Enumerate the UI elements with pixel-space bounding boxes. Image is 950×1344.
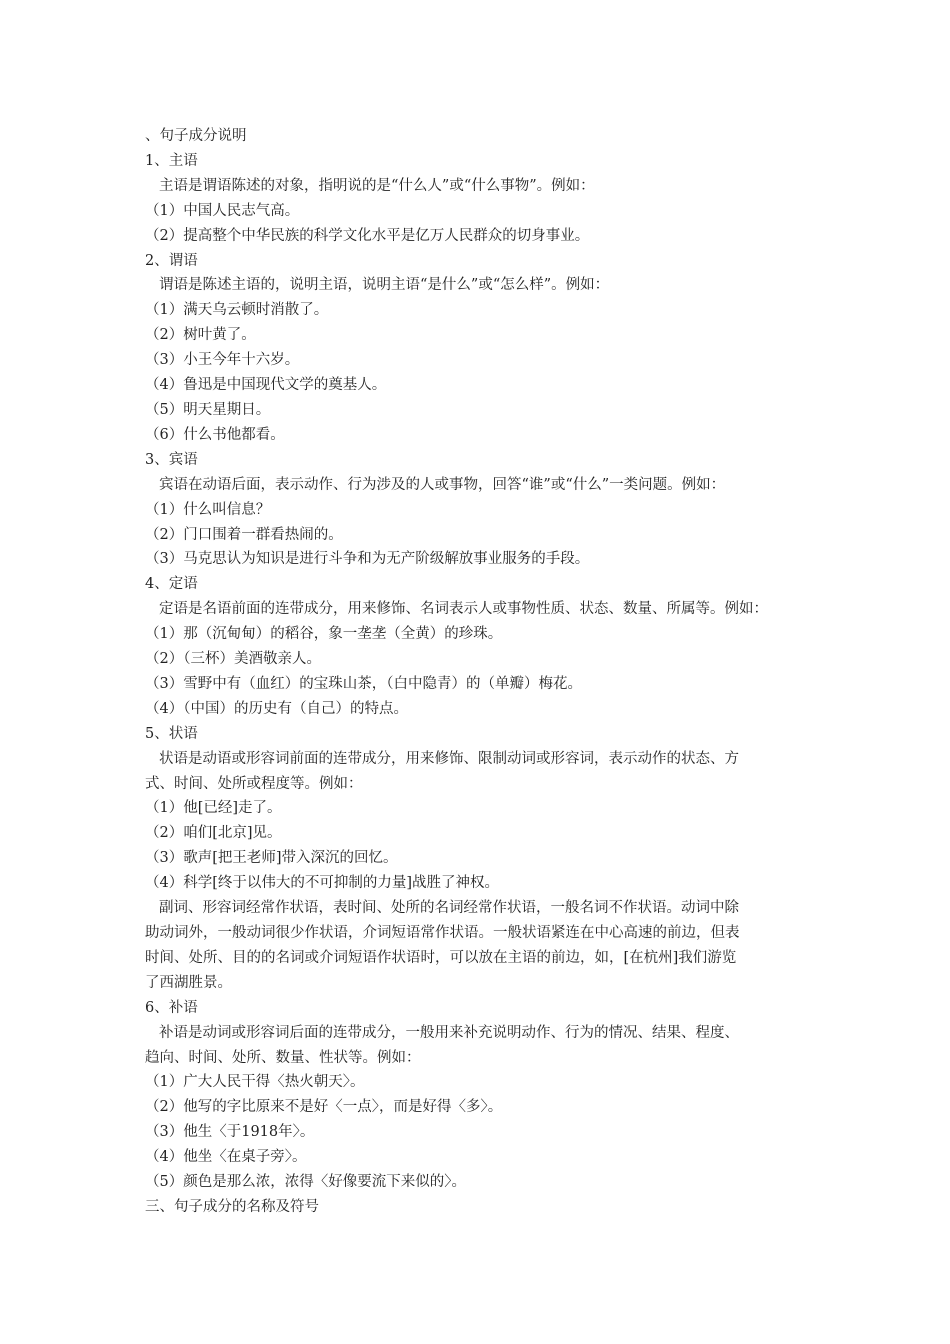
text-line: 5、状语 (145, 725, 198, 742)
text-line: （6）什么书他都看。 (145, 426, 285, 443)
text-line: （5）颜色是那么浓，浓得〈好像要流下来似的〉。 (145, 1174, 466, 1191)
text-line: （4）鲁迅是中国现代文学的奠基人。 (145, 377, 387, 394)
text-line: 了西湖胜景。 (145, 974, 232, 991)
text-line: （2）提高整个中华民族的科学文化水平是亿万人民群众的切身事业。 (145, 227, 590, 244)
text-line: 时间、处所、目的的名词或介词短语作状语时，可以放在主语的前边，如，[在杭州]我们游览 (145, 949, 737, 966)
text-line: （3）马克思认为知识是进行斗争和为无产阶级解放事业服务的手段。 (145, 551, 590, 568)
text-line: 三、句子成分的名称及符号 (145, 1198, 319, 1215)
text-line: 副词、形容词经常作状语，表时间、处所的名词经常作状语，一般名词不作状语。动词中除 (159, 900, 739, 917)
text-line: 状语是动语或形容词前面的连带成分，用来修饰、限制动词或形容词，表示动作的状态、方 (159, 750, 739, 767)
text-line: （2）门口围着一群看热闹的。 (145, 526, 343, 543)
text-line: （4）科学[终于以伟大的不可抑制的力量]战胜了神权。 (145, 875, 500, 892)
text-line: 趋向、时间、处所、数量、性状等。例如： (145, 1049, 421, 1066)
text-line: 谓语是陈述主语的，说明主语，说明主语“是什么”或“怎么样”。例如： (159, 277, 610, 294)
text-line: 2、谓语 (145, 252, 198, 269)
text-line: （3）歌声[把王老师]带入深沉的回忆。 (145, 850, 398, 867)
text-line: 主语是谓语陈述的对象，指明说的是“什么人”或“什么事物”。例如： (159, 177, 595, 194)
text-line: （3）小王今年十六岁。 (145, 352, 300, 369)
text-line: （5）明天星期日。 (145, 401, 271, 418)
text-line: 定语是名语前面的连带成分，用来修饰、名词表示人或事物性质、状态、数量、所属等。例如： (159, 601, 768, 618)
text-line: （2）咱们[北京]见。 (145, 825, 282, 842)
text-line: （2）（三杯）美酒敬亲人。 (145, 651, 321, 668)
text-line: 助动词外，一般动词很少作状语，介词短语常作状语。一般状语紧连在中心高速的前边，但表 (145, 925, 740, 941)
text-line: （3）他生〈于1918年〉。 (145, 1124, 315, 1141)
text-line: 宾语在动语后面，表示动作、行为涉及的人或事物，回答“谁”或“什么”一类问题。例如： (159, 476, 726, 493)
text-line: 6、补语 (145, 999, 198, 1016)
text-line: （1）那（沉甸甸）的稻谷，象一垄垄（全黄）的珍珠。 (145, 626, 503, 643)
text-line: （3）雪野中有（血红）的宝珠山茶，（白中隐青）的（单瓣）梅花。 (145, 675, 582, 692)
text-line: 补语是动词或形容词后面的连带成分，一般用来补充说明动作、行为的情况、结果、程度、 (159, 1024, 739, 1041)
text-line: （2）他写的字比原来不是好〈一点〉，而是好得〈多〉。 (145, 1099, 503, 1116)
text-line: （4）（中国）的历史有（自己）的特点。 (145, 700, 408, 717)
text-line: 、句子成分说明 (145, 128, 247, 144)
text-line: （1）满天乌云顿时消散了。 (145, 302, 329, 319)
text-line: （4）他坐〈在桌子旁〉。 (145, 1149, 307, 1166)
text-line: 3、宾语 (145, 451, 198, 468)
text-line: （2）树叶黄了。 (145, 327, 256, 344)
text-line: （1）什么叫信息？ (145, 501, 271, 518)
text-line: 式、时间、处所或程度等。例如： (145, 775, 363, 792)
text-line: （1）中国人民志气高。 (145, 202, 300, 219)
text-line: （1）他[已经]走了。 (145, 800, 282, 817)
text-line: 4、定语 (145, 576, 198, 593)
text-line: （1）广大人民干得〈热火朝天〉。 (145, 1074, 365, 1091)
document-body (145, 124, 813, 1220)
text-line: 1、主语 (145, 152, 198, 169)
